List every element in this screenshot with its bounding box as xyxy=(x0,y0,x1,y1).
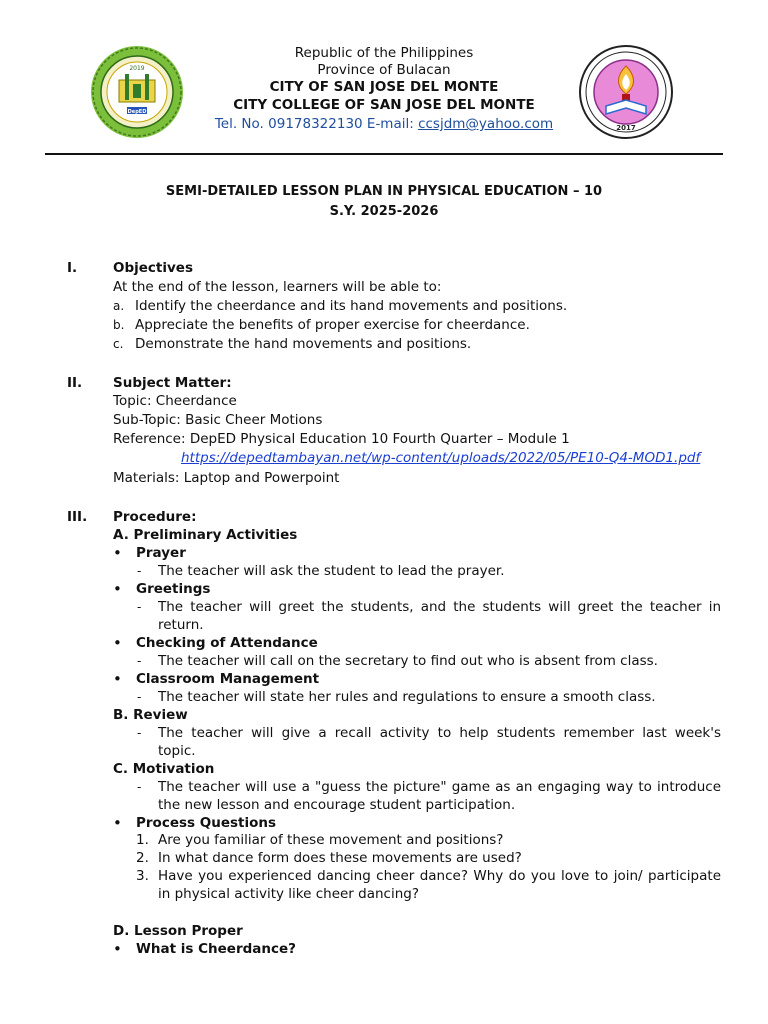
school-seal-left xyxy=(89,44,185,140)
subject-topic: Topic: Cheerdance xyxy=(113,393,237,409)
dash-mark: - xyxy=(137,780,142,794)
header-college: CITY COLLEGE OF SAN JOSE DEL MONTE xyxy=(233,97,535,113)
objective-item xyxy=(113,335,471,353)
reference-link[interactable]: https://depedtambayan.net/wp-content/uploads/2022/05/PE10-Q4-MOD1.pdf xyxy=(181,450,701,466)
greetings-text-line2: return. xyxy=(158,617,204,633)
objective-item xyxy=(113,316,530,334)
objective-item xyxy=(113,297,567,315)
question-text-cont: in physical activity like cheer dancing? xyxy=(158,886,420,902)
procedure-heading: Procedure: xyxy=(113,509,197,525)
section-numeral-ii: II. xyxy=(67,375,83,391)
attendance-heading: Checking of Attendance xyxy=(136,635,318,651)
bullet-mark: • xyxy=(113,940,122,958)
greetings-text-line1: The teacher will greet the students, and the students will greet the teacher in xyxy=(158,599,721,615)
section-numeral-iii: III. xyxy=(67,509,88,525)
header-divider xyxy=(45,153,723,155)
motivation-text-line2: the new lesson and encourage student participation. xyxy=(158,797,516,813)
dash-mark: - xyxy=(137,564,142,578)
subject-reference: Reference: DepED Physical Education 10 Fourth Quarter – Module 1 xyxy=(113,431,570,447)
review-text-line1: The teacher will give a recall activity to help students remember last week's xyxy=(158,725,721,741)
review-text-line2: topic. xyxy=(158,743,196,759)
bullet-mark: • xyxy=(113,544,122,562)
dash-mark: - xyxy=(137,654,142,668)
question-text: Have you experienced dancing cheer dance? Why do you love to join/ participate xyxy=(158,868,721,884)
subject-subtopic: Sub-Topic: Basic Cheer Motions xyxy=(113,412,323,428)
question-number: 2. xyxy=(136,850,149,866)
header-city: CITY OF SAN JOSE DEL MONTE xyxy=(269,79,499,95)
review-heading: B. Review xyxy=(113,707,188,723)
what-is-cheerdance-heading: What is Cheerdance? xyxy=(136,941,296,957)
objective-label: b. xyxy=(113,318,125,332)
section-numeral-i: I. xyxy=(67,260,78,276)
header-republic: Republic of the Philippines xyxy=(294,45,474,61)
attendance-text: The teacher will call on the secretary to find out who is absent from class. xyxy=(158,653,658,669)
document-title: SEMI-DETAILED LESSON PLAN IN PHYSICAL EDUCATION – 10 xyxy=(165,184,603,199)
subject-materials: Materials: Laptop and Powerpoint xyxy=(113,470,340,486)
objectives-intro: At the end of the lesson, learners will be able to: xyxy=(113,279,442,295)
question-text: Are you familiar of these movement and positions? xyxy=(158,832,504,848)
email-link[interactable]: ccsjdm@yahoo.com xyxy=(418,116,554,132)
management-text: The teacher will state her rules and regulations to ensure a smooth class. xyxy=(158,689,656,705)
process-questions-heading: Process Questions xyxy=(136,815,277,831)
contact-text: Tel. No. 09178322130 E-mail: xyxy=(214,116,419,132)
prayer-heading: Prayer xyxy=(136,545,186,561)
bullet-mark: • xyxy=(113,634,122,652)
objective-text: Demonstrate the hand movements and positions. xyxy=(135,336,472,352)
bullet-mark: • xyxy=(113,580,122,598)
school-year: S.Y. 2025-2026 xyxy=(329,204,439,219)
dash-mark: - xyxy=(137,726,142,740)
dash-mark: - xyxy=(137,600,142,614)
prayer-text: The teacher will ask the student to lead the prayer. xyxy=(158,563,505,579)
greetings-heading: Greetings xyxy=(136,581,211,597)
objectives-heading: Objectives xyxy=(113,260,193,276)
right-seal-year: 2017 xyxy=(616,124,636,132)
header-province: Province of Bulacan xyxy=(317,62,451,78)
lesson-proper-heading: D. Lesson Proper xyxy=(113,923,243,939)
question-number: 3. xyxy=(136,868,149,884)
motivation-text-line1: The teacher will use a "guess the picture" game as an engaging way to introduce xyxy=(158,779,721,795)
objective-label: a. xyxy=(113,299,125,313)
left-seal-brand: DepED xyxy=(127,109,147,115)
header-contact xyxy=(190,116,578,133)
left-seal-year: 2019 xyxy=(129,65,145,72)
bullet-mark: • xyxy=(113,814,122,832)
objective-text: Identify the cheerdance and its hand movements and positions. xyxy=(135,298,568,314)
objective-text: Appreciate the benefits of proper exercise for cheerdance. xyxy=(135,317,530,333)
question-number: 1. xyxy=(136,832,149,848)
bullet-mark: • xyxy=(113,670,122,688)
dash-mark: - xyxy=(137,690,142,704)
objective-label: c. xyxy=(113,337,124,351)
management-heading: Classroom Management xyxy=(136,671,320,687)
preliminary-heading: A. Preliminary Activities xyxy=(113,527,298,543)
motivation-heading: C. Motivation xyxy=(113,761,215,777)
college-seal-right xyxy=(578,44,674,140)
subject-heading: Subject Matter: xyxy=(113,375,232,391)
question-text: In what dance form does these movements are used? xyxy=(158,850,522,866)
